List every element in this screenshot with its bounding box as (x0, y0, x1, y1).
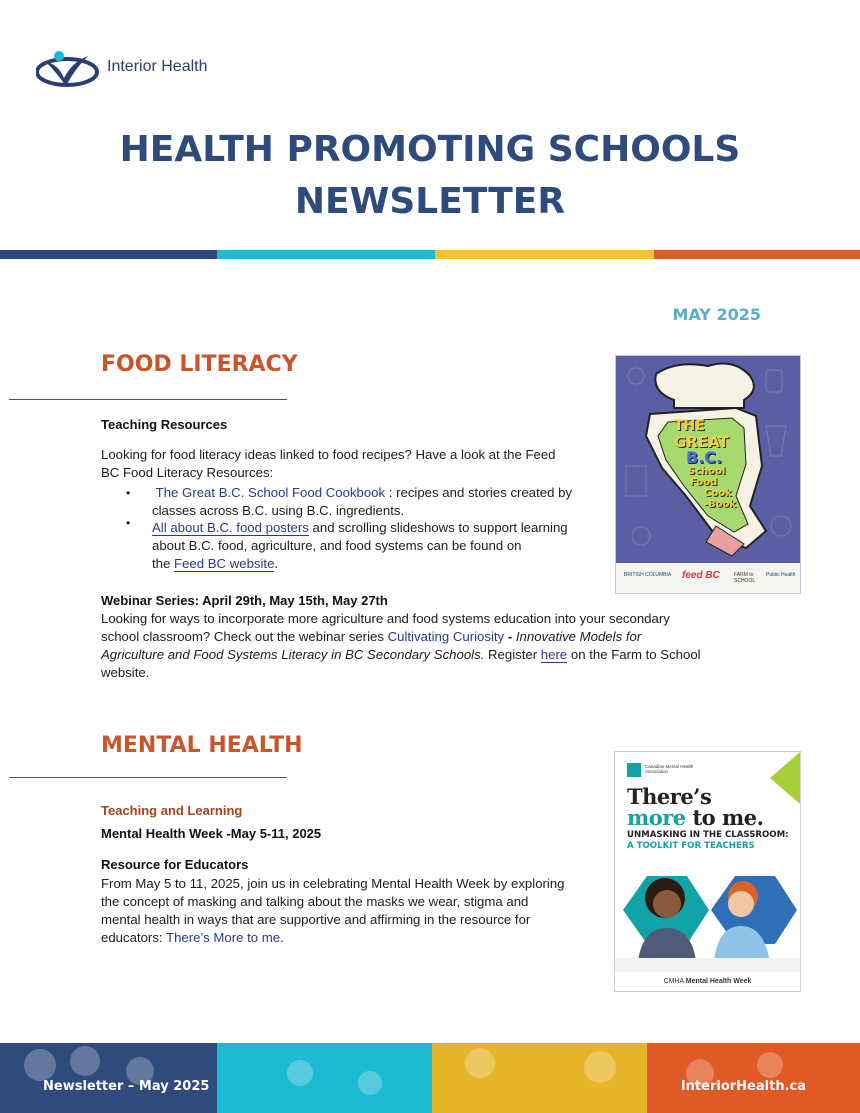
cultivating-curiosity-link[interactable]: Cultivating Curiosity (387, 629, 505, 644)
newsletter-title-line2: NEWSLETTER (294, 181, 566, 222)
mental-health-week-heading: Mental Health Week -May 5-11, 2025 (101, 826, 322, 841)
bullet-posters: All about B.C. food posters and scrolling slideshows to support learning about B.C. food, agriculture, and food systems can be found on the Feed BC website. (152, 520, 568, 571)
cookbook-link[interactable]: The Great B.C. School Food Cookbook (155, 485, 386, 500)
teaching-resources-heading: Teaching Resources (101, 417, 228, 432)
issue-month: MAY 2025 (672, 305, 761, 324)
cookbook-logos: BRITISH COLUMBIA feed BC FARM to SCHOOL Public Health (616, 563, 800, 593)
logo-text: Interior Health (107, 58, 208, 75)
section-divider (9, 399, 287, 400)
bullet-dot: • (126, 486, 131, 500)
feed-bc-website-link[interactable]: Feed BC website (174, 556, 275, 571)
resource-educators-heading: Resource for Educators (101, 857, 249, 872)
food-posters-link[interactable]: All about B.C. food posters (152, 520, 309, 535)
newsletter-title-line1: HEALTH PROMOTING SCHOOLS (119, 129, 741, 170)
food-literacy-heading: FOOD LITERACY (101, 352, 298, 377)
cmha-logo-icon (627, 763, 641, 777)
footer-newsletter-date: Newsletter – May 2025 (43, 1079, 210, 1094)
mental-health-heading: MENTAL HEALTH (101, 733, 303, 758)
cookbook-cover-image[interactable]: THE GREAT B.C. School Food Cook -Book BRITISH COLUMBIA feed BC FARM to SCHOOL Public Health (615, 355, 801, 594)
mental-health-text: From May 5 to 11, 2025, join us in celebrating Mental Health Week by exploring the concept of masking and talking about the masks we wear, stigma and mental health in ways that are supportive and affirming in the resource for educators: There’s More to me. (101, 876, 565, 945)
food-intro: Looking for food literacy ideas linked to food recipes? Have a look at the Feed BC Food Literacy Resources: (101, 447, 556, 480)
register-here-link[interactable]: here (540, 647, 568, 662)
bullet-dot: • (126, 516, 131, 530)
theres-more-to-me-link[interactable]: There’s More to me (166, 930, 281, 945)
bullet-cookbook: The Great B.C. School Food Cookbook : recipes and stories created by classes across B.C. using B.C. ingredients. (152, 485, 573, 518)
webinar-heading: Webinar Series: April 29th, May 15th, May 27th (101, 593, 388, 608)
children-illustration (615, 862, 800, 972)
section-divider (9, 777, 287, 778)
green-corner-shape (770, 752, 800, 804)
footer-website-link[interactable]: InteriorHealth.ca (680, 1079, 806, 1094)
mental-health-toolkit-cover[interactable]: Canadian Mental Health Association There’s more to me. UNMASKING IN THE CLASSROOM: A TOOLKIT FOR TEACHERS CMHA Mental Health Week (614, 751, 801, 992)
footer-photo-overlay (0, 1043, 860, 1113)
color-stripe (0, 250, 860, 259)
teaching-learning-heading: Teaching and Learning (101, 803, 243, 818)
webinar-text: Looking for ways to incorporate more agriculture and food systems education into your secondary school classroom? Check out the webinar series Cultivating Curiosity - Innovative Models for Agriculture and Food Systems Literacy in BC Secondary Schools. Register here on the Farm to School website. (101, 611, 701, 680)
